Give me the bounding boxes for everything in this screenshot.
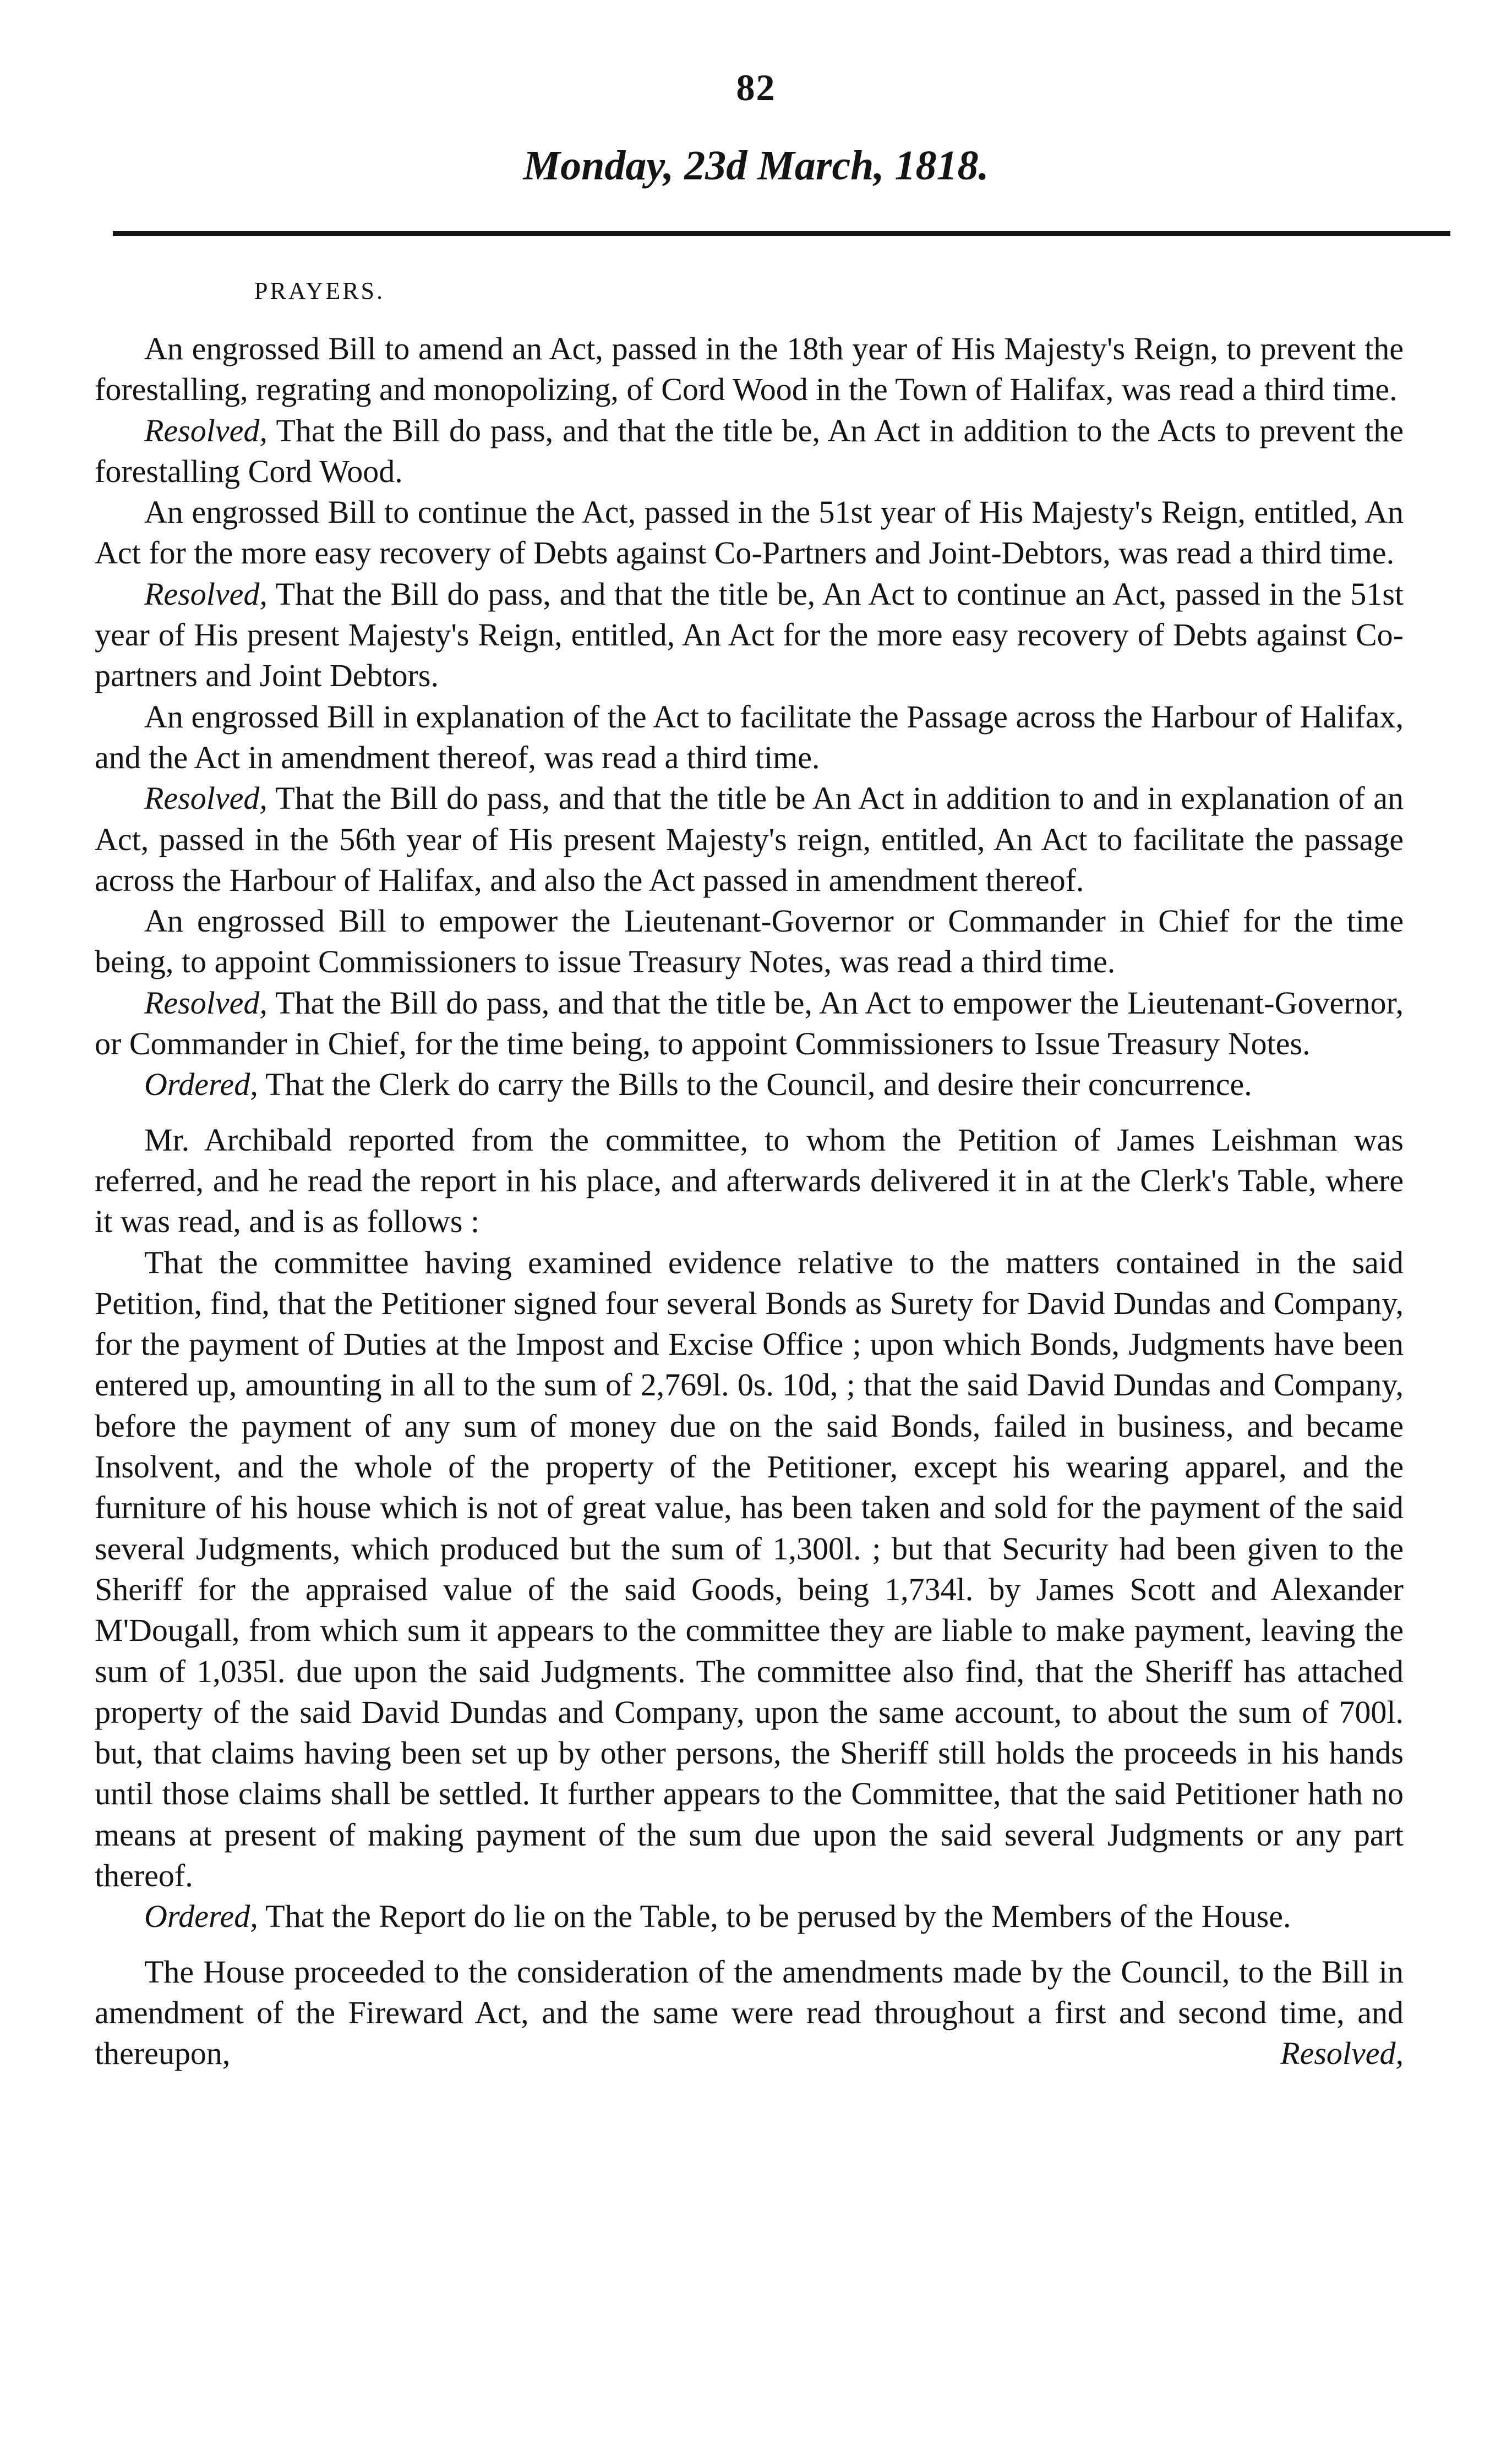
paragraph-text: An engrossed Bill to amend an Act, passed in the 18th year of His Majesty's Reign, to prevent the forestalling, regrating and monopolizing, of Cord Wood in the Town of Halifax, was read a third time. <box>95 331 1404 408</box>
catchword: Resolved, <box>1280 2035 1404 2072</box>
page-number: 82 <box>736 67 776 108</box>
paragraph-resolved-treasury-notes <box>95 983 1404 1065</box>
paragraph-text: That the committee having examined evidence relative to the matters contained in the said Petition, find, that the Petitioner signed four several Bonds as Surety for David Dundas and Company, for the payment of Duties at the Impost and Excise Office ; upon which Bonds, Judgments have been entered up, amounting in all to the sum of 2,769l. 0s. 10d, ; that the said David Dundas and Company, before the payment of any sum of money due on the said Bonds, failed in business, and became Insolvent, and the whole of the property of the Petitioner, except his wearing apparel, and the furniture of his house which is not of great value, has been taken and sold for the payment of the said several Judgments, which produced but the sum of 1,300l. ; but that Security had been given to the Sheriff for the appraised value of the said Goods, being 1,734l. by James Scott and Alexander M'Dougall, from which sum it appears to the committee they are liable to make payment, leaving the sum of 1,035l. due upon the said Judgments. The committee also find, that the Sheriff has attached property of the said David Dundas and Company, upon the same account, to about the sum of 700l. but, that claims having been set up by other persons, the Sheriff still holds the proceeds in his hands until those claims shall be settled. It further appears to the Committee, that the said Petitioner hath no means at present of making payment of the sum due upon the said several Judgments or any part thereof. <box>95 1244 1404 1893</box>
paragraph-resolved-debts <box>95 574 1404 697</box>
paragraph-ordered-report <box>95 1896 1404 1937</box>
paragraph-text: An engrossed Bill to continue the Act, passed in the 51st year of His Majesty's Reign, entitled, An Act for the more easy recovery of Debts against Co-Partners and Joint-Debtors, was read a third time. <box>95 494 1404 571</box>
paragraph-resolved-harbour <box>95 778 1404 901</box>
paragraph-archibald-report <box>95 1120 1404 1242</box>
paragraph-bill-harbour <box>95 697 1404 779</box>
paragraph-bill-cord-wood <box>95 328 1404 410</box>
paragraph-text: The House proceeded to the consideration of the amendments made by the Council, to the Bill in amendment of the Fireward Act, and the same were read throughout a first and second time, and thereupon, <box>95 1953 1404 2072</box>
paragraph-text: That the Clerk do carry the Bills to the Council, and desire their concurrence. <box>258 1066 1252 1103</box>
paragraph-ordered-council <box>95 1064 1404 1105</box>
paragraph-lead: Ordered, <box>144 1066 258 1103</box>
paragraph-resolved-cord-wood <box>95 410 1404 492</box>
paragraph-lead: Resolved, <box>144 576 268 612</box>
paragraph-fireward-act <box>95 1952 1404 2074</box>
paragraph-bill-treasury-notes <box>95 901 1404 983</box>
paragraph-lead: Resolved, <box>144 780 268 817</box>
paragraph-lead: Resolved, <box>144 412 268 448</box>
heading-rule <box>113 231 1450 236</box>
paragraph-text: An engrossed Bill in explanation of the Act to facilitate the Passage across the Harbour of Halifax, and the Act in amendment thereof, was read a third time. <box>95 698 1404 775</box>
paragraph-lead: Resolved, <box>144 984 268 1021</box>
paragraph-text: That the Bill do pass, and that the title be, An Act in addition to the Acts to prevent the forestalling Cord Wood. <box>95 412 1404 489</box>
paragraph-text: That the Report do lie on the Table, to be perused by the Members of the House. <box>258 1898 1291 1935</box>
paragraph-committee-findings <box>95 1242 1404 1897</box>
prayers-heading: PRAYERS. <box>254 277 385 304</box>
paragraph-text: That the Bill do pass, and that the title be, An Act to empower the Lieutenant-Governor, or Commander in Chief, for the time being, to appoint Commissioners to Issue Treasury Notes. <box>95 984 1404 1062</box>
body-text <box>95 271 1404 2074</box>
paragraph-text: That the Bill do pass, and that the title be An Act in addition to and in explanation of an Act, passed in the 56th year of His present Majesty's reign, entitled, An Act to facilitate the passage across the Harbour of Halifax, and also the Act passed in amendment thereof. <box>95 780 1404 898</box>
paragraph-bill-debts <box>95 492 1404 574</box>
paragraph-text: An engrossed Bill to empower the Lieutenant-Governor or Commander in Chief for the time being, to appoint Commissioners to issue Treasury Notes, was read a third time. <box>95 903 1404 980</box>
date-heading: Monday, 23d March, 1818. <box>523 143 989 189</box>
paragraph-text: That the Bill do pass, and that the title be, An Act to continue an Act, passed in the 51st year of His present Majesty's Reign, entitled, An Act for the more easy recovery of Debts against Co-partners and Joint Debtors. <box>95 576 1404 694</box>
paragraph-text: Mr. Archibald reported from the committee, to whom the Petition of James Leishman was referred, and he read the report in his place, and afterwards delivered it in at the Clerk's Table, where it was read, and is as follows : <box>95 1121 1404 1240</box>
paragraph-lead: Ordered, <box>144 1898 258 1935</box>
